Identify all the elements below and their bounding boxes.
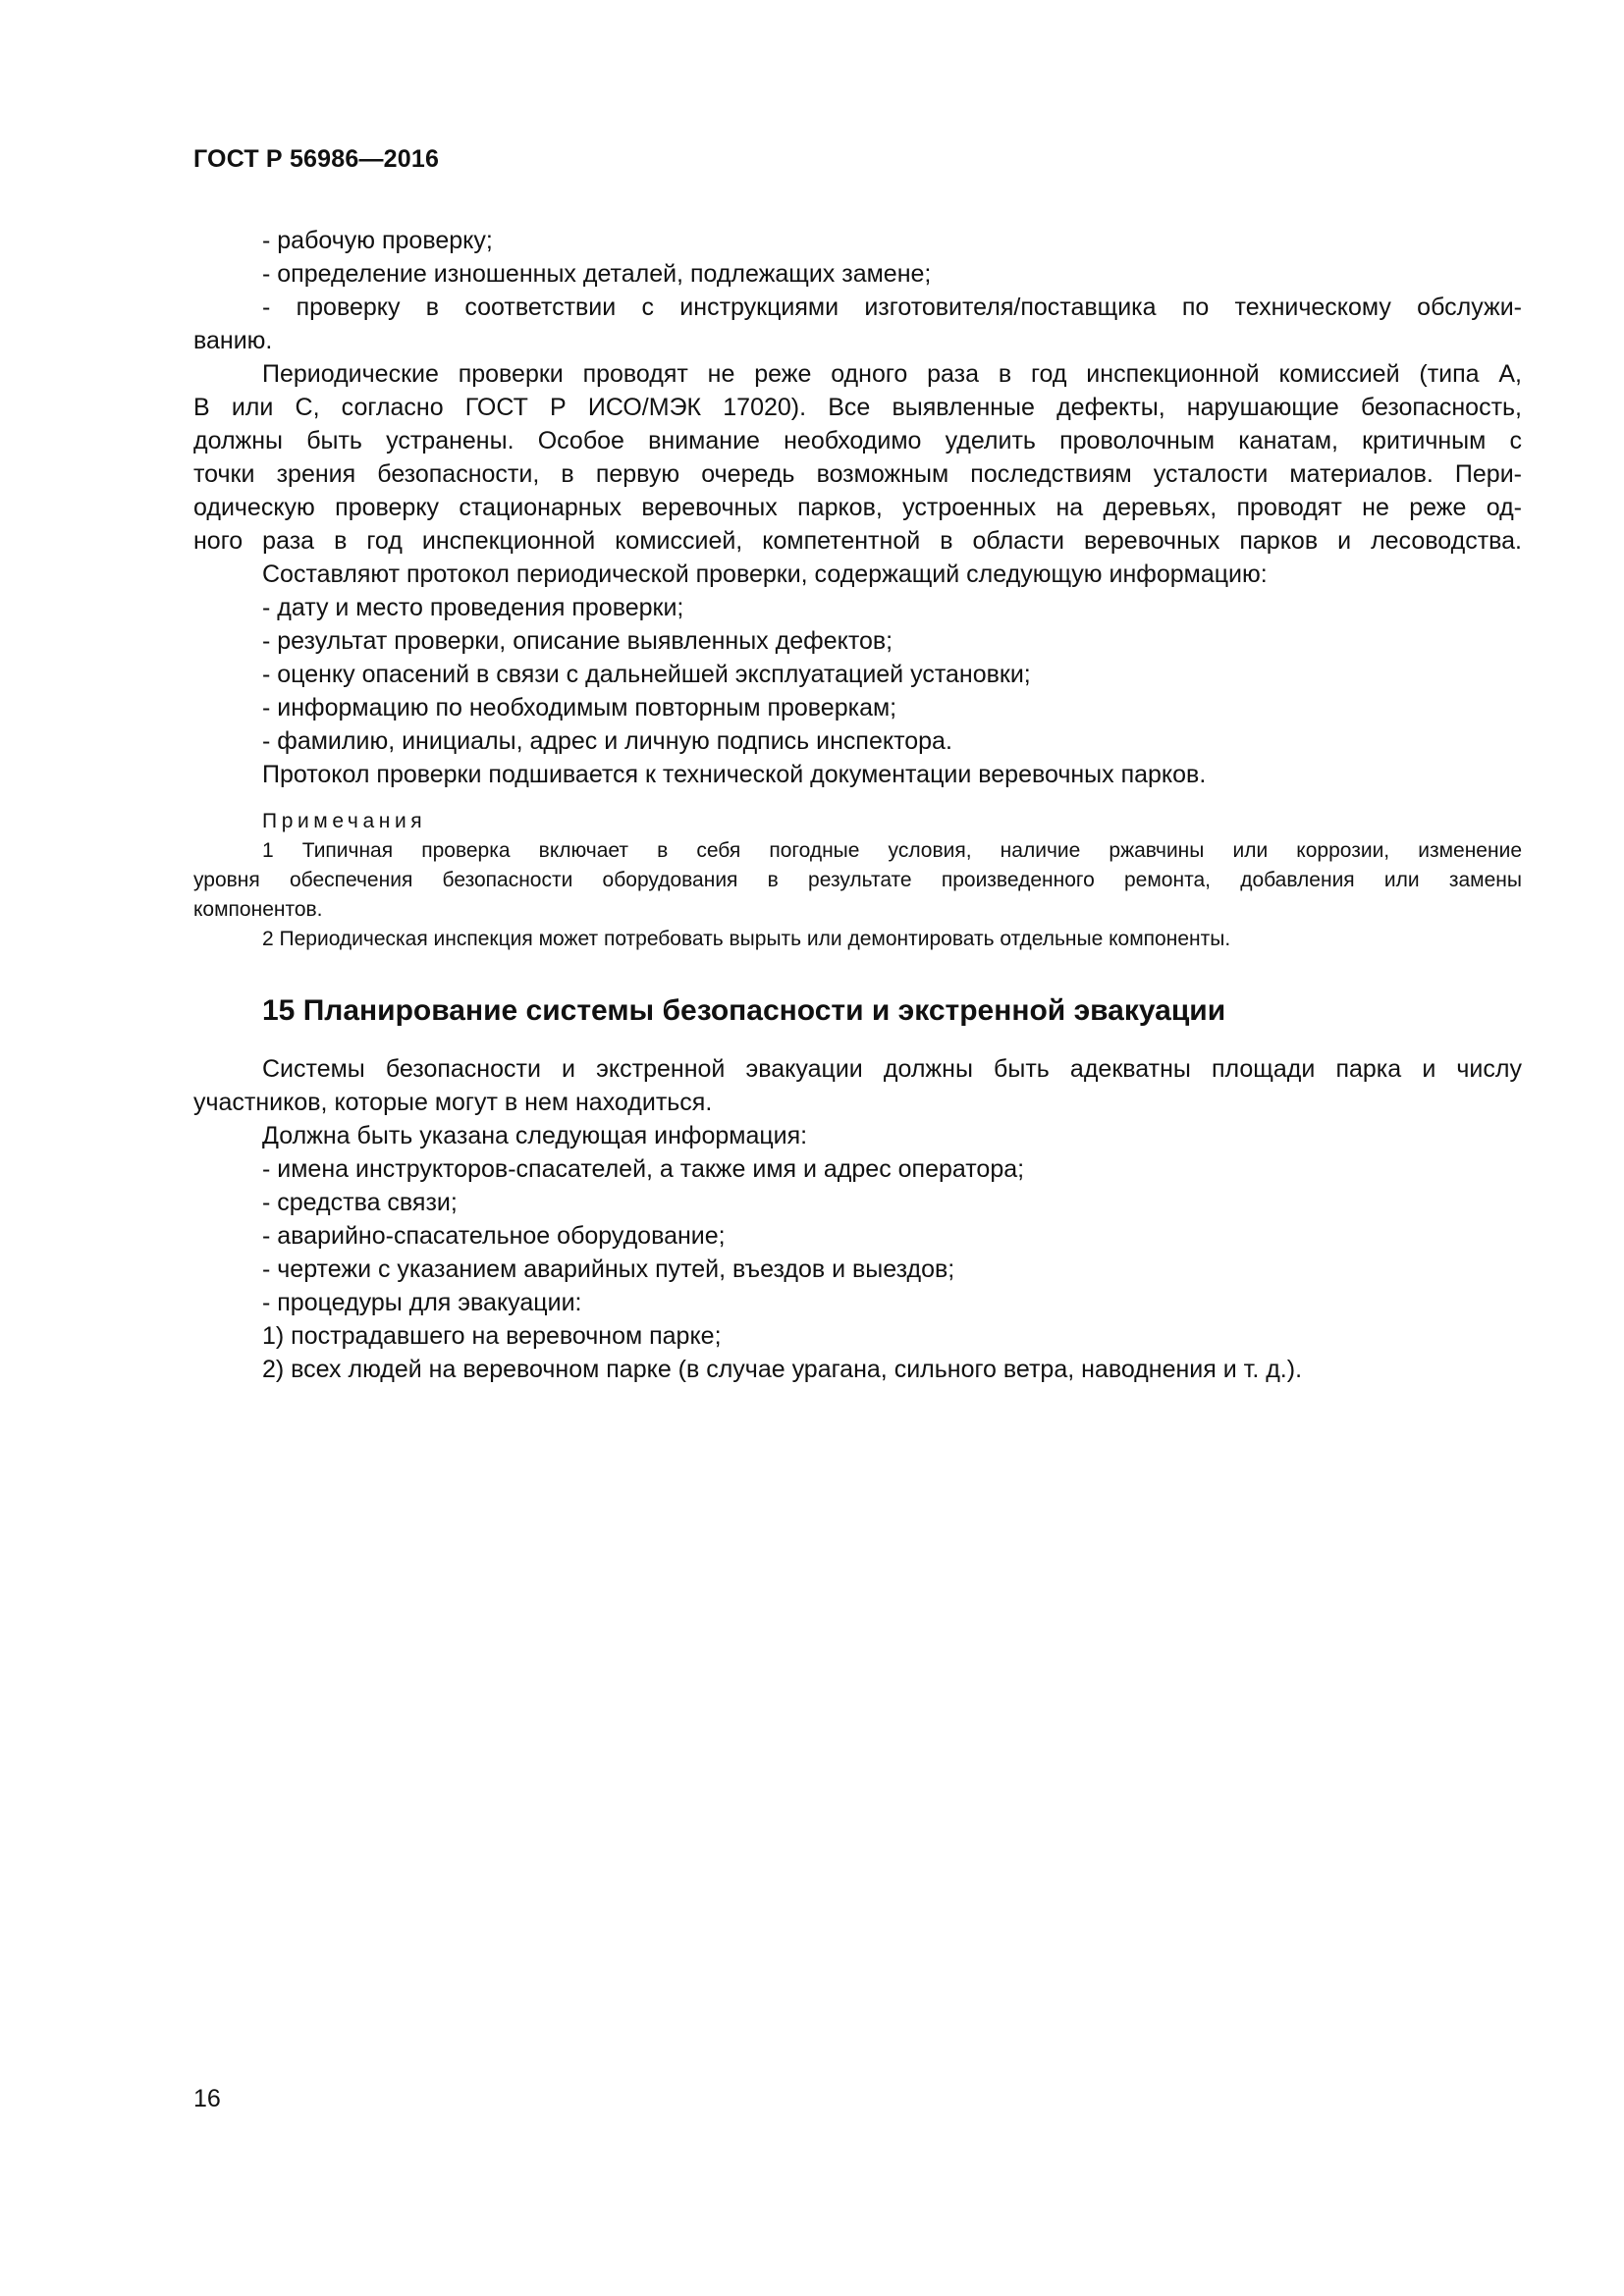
paragraph-line: Системы безопасности и экстренной эвакуации должны быть адекватны площади парка и числу [262, 1055, 1522, 1083]
paragraph-line: В или С, согласно ГОСТ Р ИСО/МЭК 17020). Все выявленные дефекты, нарушающие безопасность, [193, 394, 1522, 421]
list-item: - рабочую проверку; [262, 227, 493, 254]
protocol-filing-text: Протокол проверки подшивается к технической документации веревочных парков. [262, 761, 1207, 788]
list-item: 1) пострадавшего на веревочном парке; [262, 1322, 722, 1350]
paragraph-line: ного раза в год инспекционной комиссией, компетентной в области веревочных парков и лесоводства. [193, 527, 1522, 555]
section-15-title: 15 Планирование системы безопасности и экстренной эвакуации [262, 994, 1226, 1027]
list-item: - дату и место проведения проверки; [262, 594, 684, 621]
list-item: - оценку опасений в связи с дальнейшей эксплуатацией установки; [262, 661, 1031, 688]
note-line: 1 Типичная проверка включает в себя погодные условия, наличие ржавчины или коррозии, изменение [262, 839, 1522, 862]
list-item: - фамилию, инициалы, адрес и личную подпись инспектора. [262, 727, 952, 755]
info-intro: Должна быть указана следующая информация: [262, 1122, 808, 1149]
list-item: - чертежи с указанием аварийных путей, въездов и выездов; [262, 1255, 955, 1283]
list-item-continuation: ванию. [193, 327, 273, 354]
page-number: 16 [193, 2085, 221, 2112]
paragraph-line: одическую проверку стационарных веревочных парков, устроенных на деревьях, проводят не реже од- [193, 494, 1522, 521]
list-item: 2) всех людей на веревочном парке (в случае урагана, сильного ветра, наводнения и т. д.). [262, 1356, 1303, 1383]
note-line: уровня обеспечения безопасности оборудования в результате произведенного ремонта, добавления или замены [193, 869, 1522, 891]
protocol-intro: Составляют протокол периодической проверки, содержащий следующую информацию: [262, 561, 1268, 588]
note-line: компонентов. [193, 898, 323, 921]
list-item: - аварийно-спасательное оборудование; [262, 1222, 726, 1250]
list-item: - результат проверки, описание выявленных дефектов; [262, 627, 893, 655]
list-item: - процедуры для эвакуации: [262, 1289, 582, 1316]
document-body [193, 224, 1522, 1386]
list-item: - имена инструкторов-спасателей, а также имя и адрес оператора; [262, 1155, 1025, 1183]
periodic-inspection-paragraph [193, 357, 1522, 558]
inspection-items-list [193, 224, 1522, 357]
paragraph-line: точки зрения безопасности, в первую очередь возможным последствиям усталости материалов. Пери- [193, 460, 1522, 488]
note-line: 2 Периодическая инспекция может потребовать вырыть или демонтировать отдельные компоненты. [262, 928, 1231, 950]
paragraph-line: участников, которые могут в нем находиться. [193, 1089, 713, 1116]
list-item: - средства связи; [262, 1189, 458, 1216]
section-15-body [193, 1052, 1522, 1386]
document-header-id: ГОСТ Р 56986—2016 [193, 145, 440, 173]
protocol-items-list [193, 591, 1522, 758]
notes-title: Примечания [262, 810, 427, 832]
list-item: - проверку в соответствии с инструкциями изготовителя/поставщика по техническому обслужи- [262, 294, 1522, 321]
notes-block [193, 807, 1522, 954]
list-item: - определение изношенных деталей, подлежащих замене; [262, 260, 932, 288]
paragraph-line: должны быть устранены. Особое внимание необходимо уделить проволочным канатам, критичным с [193, 427, 1522, 454]
list-item: - информацию по необходимым повторным проверкам; [262, 694, 897, 721]
paragraph-line: Периодические проверки проводят не реже одного раза в год инспекционной комиссией (типа А, [262, 360, 1522, 388]
